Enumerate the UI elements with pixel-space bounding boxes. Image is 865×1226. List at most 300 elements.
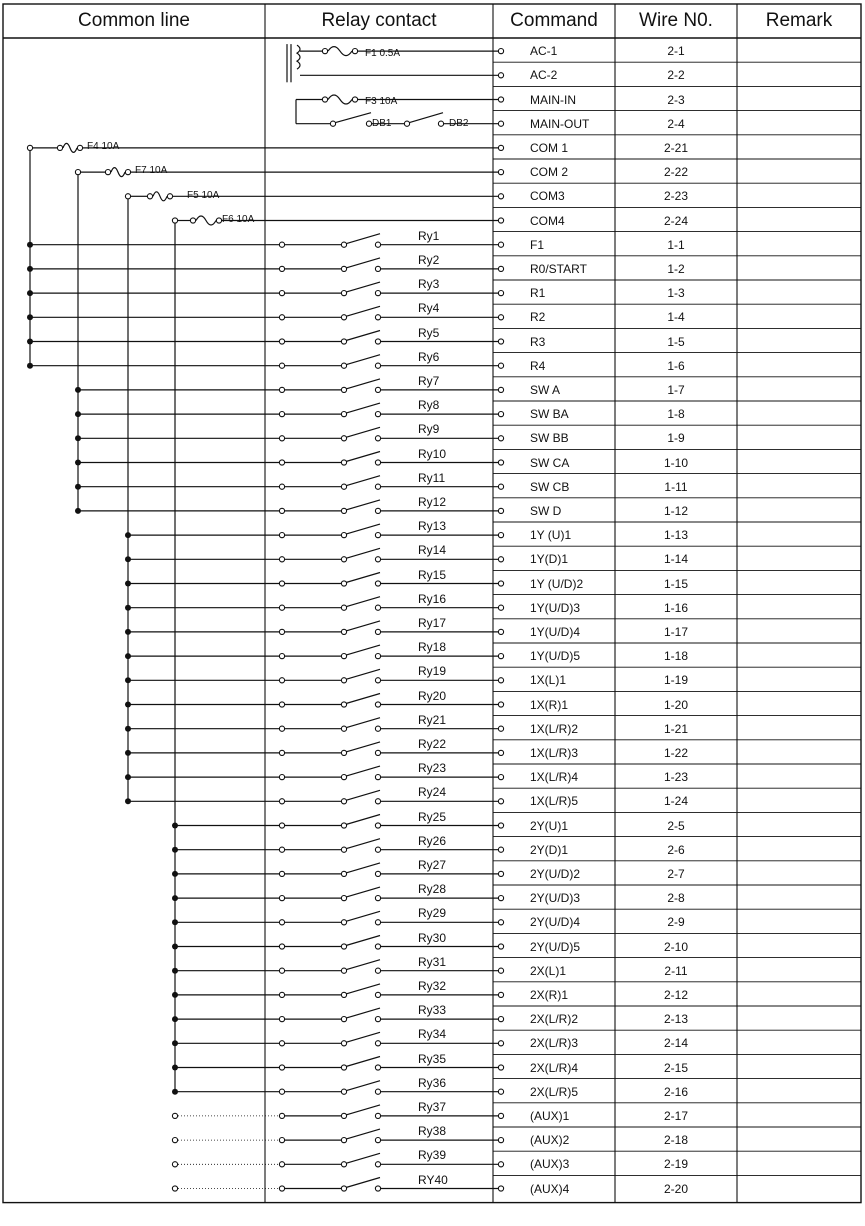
terminal-ring	[375, 629, 380, 634]
command-cell: 2X(L)1	[530, 963, 567, 978]
fuse-label-f5: F5 10A	[187, 190, 220, 201]
junction-dot	[125, 726, 131, 732]
wire-no-cell: 2-14	[663, 1036, 689, 1051]
terminal-ring	[341, 629, 346, 634]
terminal-ring	[498, 992, 503, 997]
terminal-ring	[279, 1186, 284, 1191]
header-command: Command	[510, 10, 598, 31]
relay-contact	[346, 984, 380, 994]
remark-cell	[738, 647, 860, 665]
terminal-ring	[172, 1162, 177, 1167]
terminal-ring	[341, 1162, 346, 1167]
wire-no-cell: 1-6	[667, 358, 685, 373]
remark-cell	[738, 381, 860, 399]
terminal-ring	[498, 702, 503, 707]
terminal-ring	[498, 1065, 503, 1070]
command-cell: 2Y(D)1	[530, 842, 569, 857]
remark-cell	[738, 889, 860, 907]
wire-no-cell: 1-16	[663, 600, 689, 615]
remark-cell	[738, 599, 860, 617]
command-cell: 1X(L/R)4	[530, 770, 579, 785]
fuse-label-f4: F4 10A	[87, 141, 120, 152]
remark-cell	[738, 212, 860, 230]
relay-label: Ry5	[418, 325, 440, 340]
junction-dot	[172, 847, 178, 853]
relay-label: Ry31	[418, 954, 447, 969]
relay-contact	[346, 718, 380, 728]
terminal-ring	[279, 823, 284, 828]
terminal-ring	[498, 847, 503, 852]
terminal-ring	[375, 387, 380, 392]
terminal-ring	[375, 775, 380, 780]
terminal-ring	[279, 484, 284, 489]
terminal-ring	[375, 412, 380, 417]
remark-cell	[738, 115, 860, 133]
wire-no-cell: 2-10	[663, 939, 689, 954]
terminal-ring	[498, 823, 503, 828]
terminal-ring	[498, 339, 503, 344]
junction-dot	[172, 968, 178, 974]
relay-contact	[346, 258, 380, 268]
junction-dot	[27, 363, 33, 369]
terminal-ring	[498, 436, 503, 441]
wire-no-cell: 1-2	[667, 261, 685, 276]
terminal-ring	[366, 121, 371, 126]
terminal-ring	[341, 581, 346, 586]
terminal-ring	[498, 145, 503, 150]
remark-cell	[738, 986, 860, 1004]
terminal-ring	[279, 775, 284, 780]
terminal-ring	[438, 121, 443, 126]
terminal-ring	[279, 847, 284, 852]
remark-cell	[738, 1107, 860, 1125]
remark-cell	[738, 91, 860, 109]
wire-no-cell: 1-12	[663, 503, 689, 518]
terminal-ring	[279, 944, 284, 949]
header-relay-contact: Relay contact	[321, 10, 437, 31]
terminal-ring	[341, 315, 346, 320]
remark-cell	[738, 357, 860, 375]
terminal-ring	[375, 1089, 380, 1094]
command-cell: SW A	[530, 382, 561, 397]
wire-no-cell: 2-5	[667, 818, 685, 833]
relay-contact	[346, 306, 380, 316]
terminal-ring	[498, 678, 503, 683]
relay-contact	[346, 1081, 380, 1091]
relay-contact	[346, 839, 380, 849]
terminal-ring	[498, 194, 503, 199]
terminal-ring	[498, 218, 503, 223]
relay-contact	[346, 790, 380, 800]
wire-no-cell: 2-12	[663, 987, 689, 1002]
terminal-ring	[375, 750, 380, 755]
junction-dot	[125, 532, 131, 538]
terminal-ring	[279, 896, 284, 901]
terminal-ring	[498, 1017, 503, 1022]
fuse-label-f3: F3 10A	[365, 96, 398, 107]
wire-no-cell: 2-23	[663, 189, 689, 204]
relay-label: Ry2	[418, 252, 440, 267]
terminal-ring	[279, 678, 284, 683]
wire-no-cell: 1-10	[663, 455, 689, 470]
remark-cell	[738, 1010, 860, 1028]
relay-label: Ry3	[418, 277, 440, 292]
remark-cell	[738, 478, 860, 496]
junction-dot	[27, 290, 33, 296]
terminal-ring	[125, 170, 130, 175]
terminal-ring	[279, 436, 284, 441]
terminal-ring	[279, 992, 284, 997]
command-cell: 1X(L)1	[530, 673, 567, 688]
terminal-ring	[279, 412, 284, 417]
wire-no-cell: 2-4	[667, 116, 685, 131]
terminal-ring	[375, 1186, 380, 1191]
wire-no-cell: 2-16	[663, 1084, 689, 1099]
terminal-ring	[498, 460, 503, 465]
terminal-ring	[498, 363, 503, 368]
terminal-ring	[279, 460, 284, 465]
terminal-ring	[172, 218, 177, 223]
terminal-ring	[498, 1089, 503, 1094]
terminal-ring	[57, 145, 62, 150]
wire-no-cell: 1-21	[663, 721, 689, 736]
terminal-ring	[341, 726, 346, 731]
command-cell: 1Y(U/D)4	[530, 624, 581, 639]
relay-contact	[346, 1129, 380, 1139]
relay-label: Ry20	[418, 688, 447, 703]
junction-dot	[125, 677, 131, 683]
relay-label: Ry24	[418, 785, 447, 800]
relay-label: Ry29	[418, 906, 447, 921]
remark-cell	[738, 865, 860, 883]
terminal-ring	[167, 194, 172, 199]
remark-cell	[738, 308, 860, 326]
remark-cell	[738, 841, 860, 859]
wire-no-cell: 2-2	[667, 68, 685, 83]
junction-dot	[125, 556, 131, 562]
terminal-ring	[341, 533, 346, 538]
terminal-ring	[498, 654, 503, 659]
terminal-ring	[322, 97, 327, 102]
terminal-ring	[341, 871, 346, 876]
command-cell: 1Y (U)1	[530, 528, 572, 543]
command-cell: MAIN-IN	[530, 92, 576, 107]
wire-no-cell: 1-4	[667, 310, 685, 325]
junction-dot	[125, 605, 131, 611]
transformer-coil	[297, 45, 300, 69]
terminal-ring	[341, 266, 346, 271]
terminal-ring	[498, 871, 503, 876]
command-cell: (AUX)3	[530, 1157, 570, 1172]
relay-contact	[346, 887, 380, 897]
terminal-ring	[375, 339, 380, 344]
command-cell: SW D	[530, 503, 562, 518]
relay-contact	[346, 936, 380, 946]
terminal-ring	[341, 291, 346, 296]
relay-label: Ry35	[418, 1051, 447, 1066]
wire-no-cell: 1-3	[667, 286, 685, 301]
breaker-db1	[335, 113, 371, 123]
fuse-label-f1: F1 0.5A	[365, 48, 401, 59]
wire-no-cell: 1-18	[663, 649, 689, 664]
terminal-ring	[498, 968, 503, 973]
terminal-ring	[341, 1041, 346, 1046]
terminal-ring	[498, 315, 503, 320]
relay-label: Ry33	[418, 1003, 447, 1018]
wire-no-cell: 2-18	[663, 1133, 689, 1148]
terminal-ring	[322, 49, 327, 54]
terminal-ring	[375, 944, 380, 949]
remark-cell	[738, 913, 860, 931]
terminal-ring	[279, 1162, 284, 1167]
terminal-ring	[341, 605, 346, 610]
terminal-ring	[341, 363, 346, 368]
remark-cell	[738, 42, 860, 60]
terminal-ring	[279, 363, 284, 368]
header-remark: Remark	[765, 10, 833, 31]
terminal-ring	[341, 1113, 346, 1118]
terminal-ring	[279, 1017, 284, 1022]
relay-label: Ry6	[418, 349, 440, 364]
terminal-ring	[279, 799, 284, 804]
remark-cell	[738, 575, 860, 593]
relay-label: Ry34	[418, 1027, 447, 1042]
terminal-ring	[125, 194, 130, 199]
terminal-ring	[147, 194, 152, 199]
terminal-ring	[375, 823, 380, 828]
fuse-label-f6: F6 10A	[222, 214, 255, 225]
wire-no-cell: 1-23	[663, 770, 689, 785]
wire-no-cell: 2-1	[667, 44, 685, 59]
relay-contact	[346, 766, 380, 776]
terminal-ring	[352, 49, 357, 54]
terminal-ring	[498, 799, 503, 804]
terminal-ring	[216, 218, 221, 223]
remark-cell	[738, 1180, 860, 1198]
command-cell: SW CB	[530, 479, 570, 494]
terminal-ring	[375, 968, 380, 973]
terminal-ring	[375, 315, 380, 320]
terminal-ring	[498, 266, 503, 271]
relay-contact	[346, 645, 380, 655]
junction-dot	[27, 242, 33, 248]
wire-no-cell: 2-21	[663, 140, 689, 155]
junction-dot	[125, 629, 131, 635]
terminal-ring	[498, 412, 503, 417]
wire-no-cell: 1-22	[663, 745, 689, 760]
command-cell: 1Y(U/D)5	[530, 649, 581, 664]
remark-cell	[738, 187, 860, 205]
junction-dot	[125, 581, 131, 587]
relay-label: Ry11	[418, 470, 446, 485]
command-cell: R0/START	[530, 261, 587, 276]
command-cell: SW BB	[530, 431, 569, 446]
relay-contact	[346, 597, 380, 607]
relay-label: Ry1	[418, 228, 440, 243]
terminal-ring	[404, 121, 409, 126]
terminal-ring	[279, 315, 284, 320]
header-wire-no: Wire N0.	[639, 10, 713, 31]
command-cell: R3	[530, 334, 546, 349]
wire-no-cell: 2-19	[663, 1157, 689, 1172]
terminal-ring	[498, 170, 503, 175]
command-cell: 2X(L/R)4	[530, 1060, 579, 1075]
command-cell: SW BA	[530, 407, 569, 422]
remark-cell	[738, 405, 860, 423]
command-cell: 1X(L/R)3	[530, 745, 579, 760]
wire-no-cell: 2-24	[663, 213, 689, 228]
terminal-ring	[375, 799, 380, 804]
terminal-ring	[279, 1041, 284, 1046]
wire-no-cell: 1-17	[663, 624, 689, 639]
wire-no-cell: 2-15	[663, 1060, 689, 1075]
terminal-ring	[375, 847, 380, 852]
terminal-ring	[105, 170, 110, 175]
wire-no-cell: 1-1	[667, 237, 685, 252]
terminal-ring	[375, 1017, 380, 1022]
fuse-common-0	[63, 143, 77, 152]
remark-cell	[738, 284, 860, 302]
junction-dot	[27, 266, 33, 272]
relay-contact	[346, 863, 380, 873]
terminal-ring	[375, 460, 380, 465]
relay-label: Ry36	[418, 1075, 447, 1090]
relay-contact	[346, 911, 380, 921]
remark-cell	[738, 1034, 860, 1052]
remark-cell	[738, 792, 860, 810]
breaker-label-db2: DB2	[449, 118, 469, 129]
relay-contact	[346, 1057, 380, 1067]
remark-cell	[738, 696, 860, 714]
relay-contact	[346, 694, 380, 704]
junction-dot	[125, 750, 131, 756]
terminal-ring	[279, 387, 284, 392]
relay-contact	[346, 960, 380, 970]
terminal-ring	[498, 1162, 503, 1167]
terminal-ring	[172, 1186, 177, 1191]
junction-dot	[75, 508, 81, 514]
terminal-ring	[341, 654, 346, 659]
terminal-ring	[341, 460, 346, 465]
remark-cell	[738, 502, 860, 520]
terminal-ring	[375, 871, 380, 876]
terminal-ring	[375, 242, 380, 247]
terminal-ring	[279, 871, 284, 876]
wire-no-cell: 1-9	[667, 431, 685, 446]
remark-cell	[738, 550, 860, 568]
wire-no-cell: 1-11	[664, 479, 688, 494]
wire-no-cell: 2-9	[667, 915, 685, 930]
terminal-ring	[498, 73, 503, 78]
terminal-ring	[498, 1041, 503, 1046]
terminal-ring	[498, 920, 503, 925]
terminal-ring	[341, 1186, 346, 1191]
relay-label: Ry37	[418, 1099, 447, 1114]
relay-contact	[346, 427, 380, 437]
terminal-ring	[498, 896, 503, 901]
terminal-ring	[279, 508, 284, 513]
remark-cell	[738, 938, 860, 956]
relay-contact	[346, 234, 380, 244]
terminal-ring	[341, 508, 346, 513]
relay-contact	[346, 379, 380, 389]
terminal-ring	[498, 533, 503, 538]
relay-contact	[346, 815, 380, 825]
relay-label: Ry30	[418, 930, 447, 945]
command-cell: COM4	[530, 213, 565, 228]
terminal-ring	[279, 629, 284, 634]
terminal-ring	[330, 121, 335, 126]
terminal-ring	[375, 581, 380, 586]
terminal-ring	[498, 484, 503, 489]
terminal-ring	[279, 1065, 284, 1070]
terminal-ring	[341, 775, 346, 780]
junction-dot	[172, 1016, 178, 1022]
terminal-ring	[375, 920, 380, 925]
wire-no-cell: 1-24	[663, 794, 689, 809]
terminal-ring	[341, 823, 346, 828]
remark-cell	[738, 1155, 860, 1173]
relay-label: Ry7	[418, 373, 440, 388]
relay-label: Ry39	[418, 1148, 447, 1163]
terminal-ring	[341, 968, 346, 973]
command-cell: AC-2	[530, 68, 558, 83]
remark-cell	[738, 1059, 860, 1077]
junction-dot	[172, 944, 178, 950]
command-cell: 2Y(U)1	[530, 818, 569, 833]
terminal-ring	[498, 291, 503, 296]
remark-cell	[738, 962, 860, 980]
relay-label: RY40	[418, 1172, 448, 1187]
terminal-ring	[375, 1138, 380, 1143]
terminal-ring	[341, 339, 346, 344]
terminal-ring	[341, 242, 346, 247]
relay-contact	[346, 355, 380, 365]
command-cell: COM 2	[530, 165, 569, 180]
command-cell: 1X(L/R)2	[530, 721, 579, 736]
relay-label: Ry13	[418, 519, 447, 534]
terminal-ring	[375, 726, 380, 731]
terminal-ring	[375, 508, 380, 513]
wire-no-cell: 2-7	[667, 866, 685, 881]
command-cell: 1Y(U/D)3	[530, 600, 581, 615]
wire-no-cell: 2-20	[663, 1181, 689, 1196]
terminal-ring	[341, 847, 346, 852]
junction-dot	[125, 798, 131, 804]
terminal-ring	[341, 484, 346, 489]
junction-dot	[172, 1040, 178, 1046]
terminal-ring	[279, 339, 284, 344]
relay-label: Ry15	[418, 567, 447, 582]
terminal-ring	[375, 484, 380, 489]
command-cell: (AUX)4	[530, 1181, 570, 1196]
terminal-ring	[498, 49, 503, 54]
relay-contact	[346, 621, 380, 631]
relay-contact	[346, 669, 380, 679]
terminal-ring	[375, 557, 380, 562]
terminal-ring	[279, 654, 284, 659]
remark-cell	[738, 333, 860, 351]
terminal-ring	[279, 750, 284, 755]
terminal-ring	[341, 436, 346, 441]
terminal-ring	[279, 1113, 284, 1118]
wire-no-cell: 1-5	[667, 334, 685, 349]
relay-contact	[346, 282, 380, 292]
command-cell: 2X(L/R)2	[530, 1012, 579, 1027]
junction-dot	[125, 702, 131, 708]
relay-contact	[346, 500, 380, 510]
terminal-ring	[279, 702, 284, 707]
